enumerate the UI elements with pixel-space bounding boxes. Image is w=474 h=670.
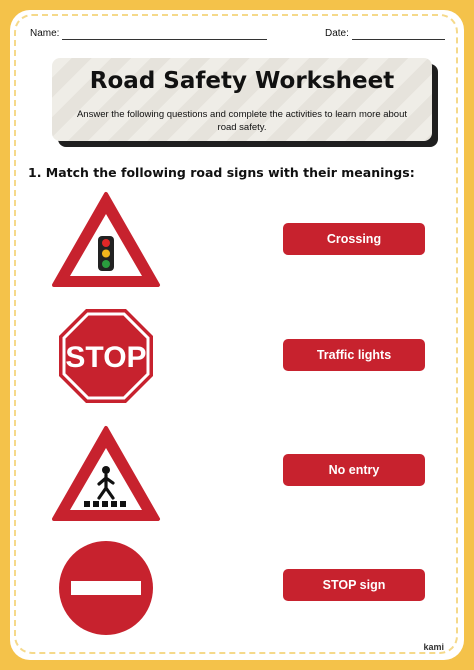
answer-no-entry-button[interactable]: No entry	[283, 454, 425, 486]
stop-sign-icon[interactable]	[57, 307, 155, 405]
kami-logo: kami	[423, 642, 444, 652]
title-box	[52, 58, 432, 141]
date-label: Date:	[325, 28, 349, 39]
pedestrian-crossing-sign-icon[interactable]	[50, 424, 162, 524]
page-title: Road Safety Worksheet	[89, 68, 395, 94]
amber-light	[102, 250, 110, 258]
answer-crossing-button[interactable]: Crossing	[283, 223, 425, 255]
stop-sign-text: STOP	[65, 341, 147, 374]
pedestrian-head	[102, 466, 110, 474]
name-label: Name:	[30, 28, 60, 39]
question-1-text: 1. Match the following road signs with their meanings:	[28, 165, 415, 180]
name-field[interactable]	[62, 39, 267, 40]
traffic-lights-warning-sign-icon[interactable]	[50, 190, 162, 290]
no-entry-bar	[71, 581, 141, 595]
green-light	[102, 260, 110, 268]
no-entry-sign-icon[interactable]	[57, 539, 155, 637]
instructions-text: Answer the following questions and complete the activities to learn more about road safety.	[76, 109, 408, 133]
date-field[interactable]	[352, 39, 445, 40]
answer-traffic-lights-button[interactable]: Traffic lights	[283, 339, 425, 371]
worksheet-page	[10, 10, 464, 660]
red-light	[102, 239, 110, 247]
answer-stop-sign-button[interactable]: STOP sign	[283, 569, 425, 601]
